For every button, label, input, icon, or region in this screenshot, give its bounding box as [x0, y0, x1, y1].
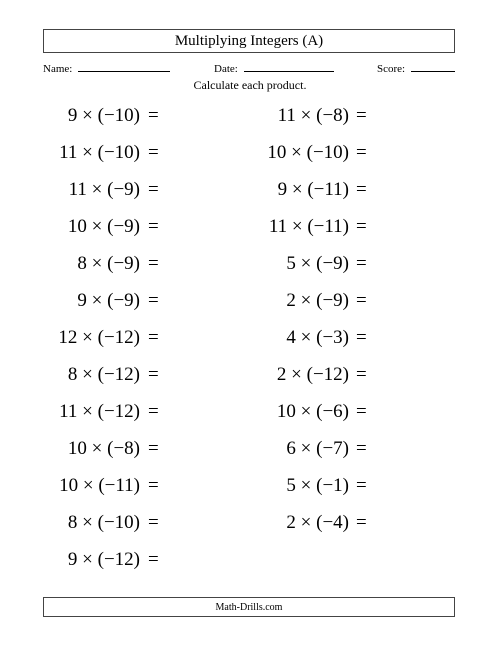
- name-field: [43, 60, 170, 75]
- equals-sign: =: [356, 475, 367, 496]
- equals-sign: =: [356, 179, 367, 200]
- problem-right-3: [0, 179, 349, 205]
- equals-sign: =: [148, 438, 159, 459]
- problem-expression: 2 × (−9): [286, 290, 349, 311]
- equals-sign: =: [356, 105, 367, 126]
- problem-expression: 6 × (−7): [286, 438, 349, 459]
- equals-sign: =: [356, 142, 367, 163]
- equals-sign: =: [356, 253, 367, 274]
- problem-expression: 11 × (−11): [268, 216, 349, 237]
- instructions: Calculate each product.: [193, 78, 307, 92]
- equals-sign: =: [148, 142, 159, 163]
- footer: [43, 597, 455, 617]
- problem-expression: 8 × (−9): [77, 253, 140, 274]
- problem-right-7: [0, 327, 349, 353]
- problem-right-6: [0, 290, 349, 316]
- problem-expression: 10 × (−11): [59, 475, 140, 496]
- equals-sign: =: [148, 475, 159, 496]
- problem-expression: 9 × (−9): [77, 290, 140, 311]
- equals-sign: =: [148, 253, 159, 274]
- equals-sign: =: [148, 216, 159, 237]
- problem-expression: 9 × (−10): [67, 105, 140, 126]
- name-blank: [78, 60, 170, 72]
- problem-expression: 12 × (−12): [58, 327, 140, 348]
- equals-sign: =: [148, 512, 159, 533]
- footer-text: Math-Drills.com: [215, 601, 283, 613]
- problem-right-4: [0, 216, 349, 242]
- problem-right-12: [0, 512, 349, 538]
- score-field: [377, 60, 455, 75]
- problem-expression: 10 × (−10): [267, 142, 349, 163]
- problem-right-9: [0, 401, 349, 427]
- date-label: Date:: [214, 63, 238, 75]
- equals-sign: =: [148, 364, 159, 385]
- problem-expression: 11 × (−8): [277, 105, 349, 126]
- equals-sign: =: [356, 364, 367, 385]
- problem-right-11: [0, 475, 349, 501]
- problem-expression: 5 × (−9): [286, 253, 349, 274]
- problem-right-5: [0, 253, 349, 279]
- name-label: Name:: [43, 63, 73, 75]
- problem-right-8: [0, 364, 349, 390]
- problem-right-2: [0, 142, 349, 168]
- problem-expression: 11 × (−12): [59, 401, 140, 422]
- problem-expression: 2 × (−12): [276, 364, 349, 385]
- problem-expression: 10 × (−9): [67, 216, 140, 237]
- date-field: [214, 60, 334, 75]
- equals-sign: =: [148, 327, 159, 348]
- problem-expression: 5 × (−1): [286, 475, 349, 496]
- equals-sign: =: [356, 401, 367, 422]
- problem-expression: 9 × (−12): [67, 549, 140, 570]
- worksheet-title: [43, 29, 455, 53]
- problem-left-13: [0, 549, 140, 575]
- equals-sign: =: [356, 216, 367, 237]
- equals-sign: =: [356, 512, 367, 533]
- worksheet-title-text: Multiplying Integers (A): [174, 32, 324, 49]
- equals-sign: =: [356, 438, 367, 459]
- problem-expression: 11 × (−9): [68, 179, 140, 200]
- problem-right-10: [0, 438, 349, 464]
- equals-sign: =: [148, 290, 159, 311]
- equals-sign: =: [148, 105, 159, 126]
- problem-expression: 2 × (−4): [286, 512, 349, 533]
- problem-expression: 4 × (−3): [286, 327, 349, 348]
- equals-sign: =: [148, 401, 159, 422]
- problem-expression: 8 × (−10): [67, 512, 140, 533]
- problem-right-1: [0, 105, 349, 131]
- problem-expression: 8 × (−12): [67, 364, 140, 385]
- equals-sign: =: [356, 290, 367, 311]
- problem-expression: 10 × (−6): [276, 401, 349, 422]
- problem-expression: 11 × (−10): [59, 142, 140, 163]
- equals-sign: =: [148, 549, 159, 570]
- score-label: Score:: [377, 63, 406, 75]
- equals-sign: =: [148, 179, 159, 200]
- date-blank: [244, 60, 334, 72]
- problem-expression: 9 × (−11): [277, 179, 349, 200]
- problem-expression: 10 × (−8): [67, 438, 140, 459]
- score-blank: [411, 60, 455, 72]
- equals-sign: =: [356, 327, 367, 348]
